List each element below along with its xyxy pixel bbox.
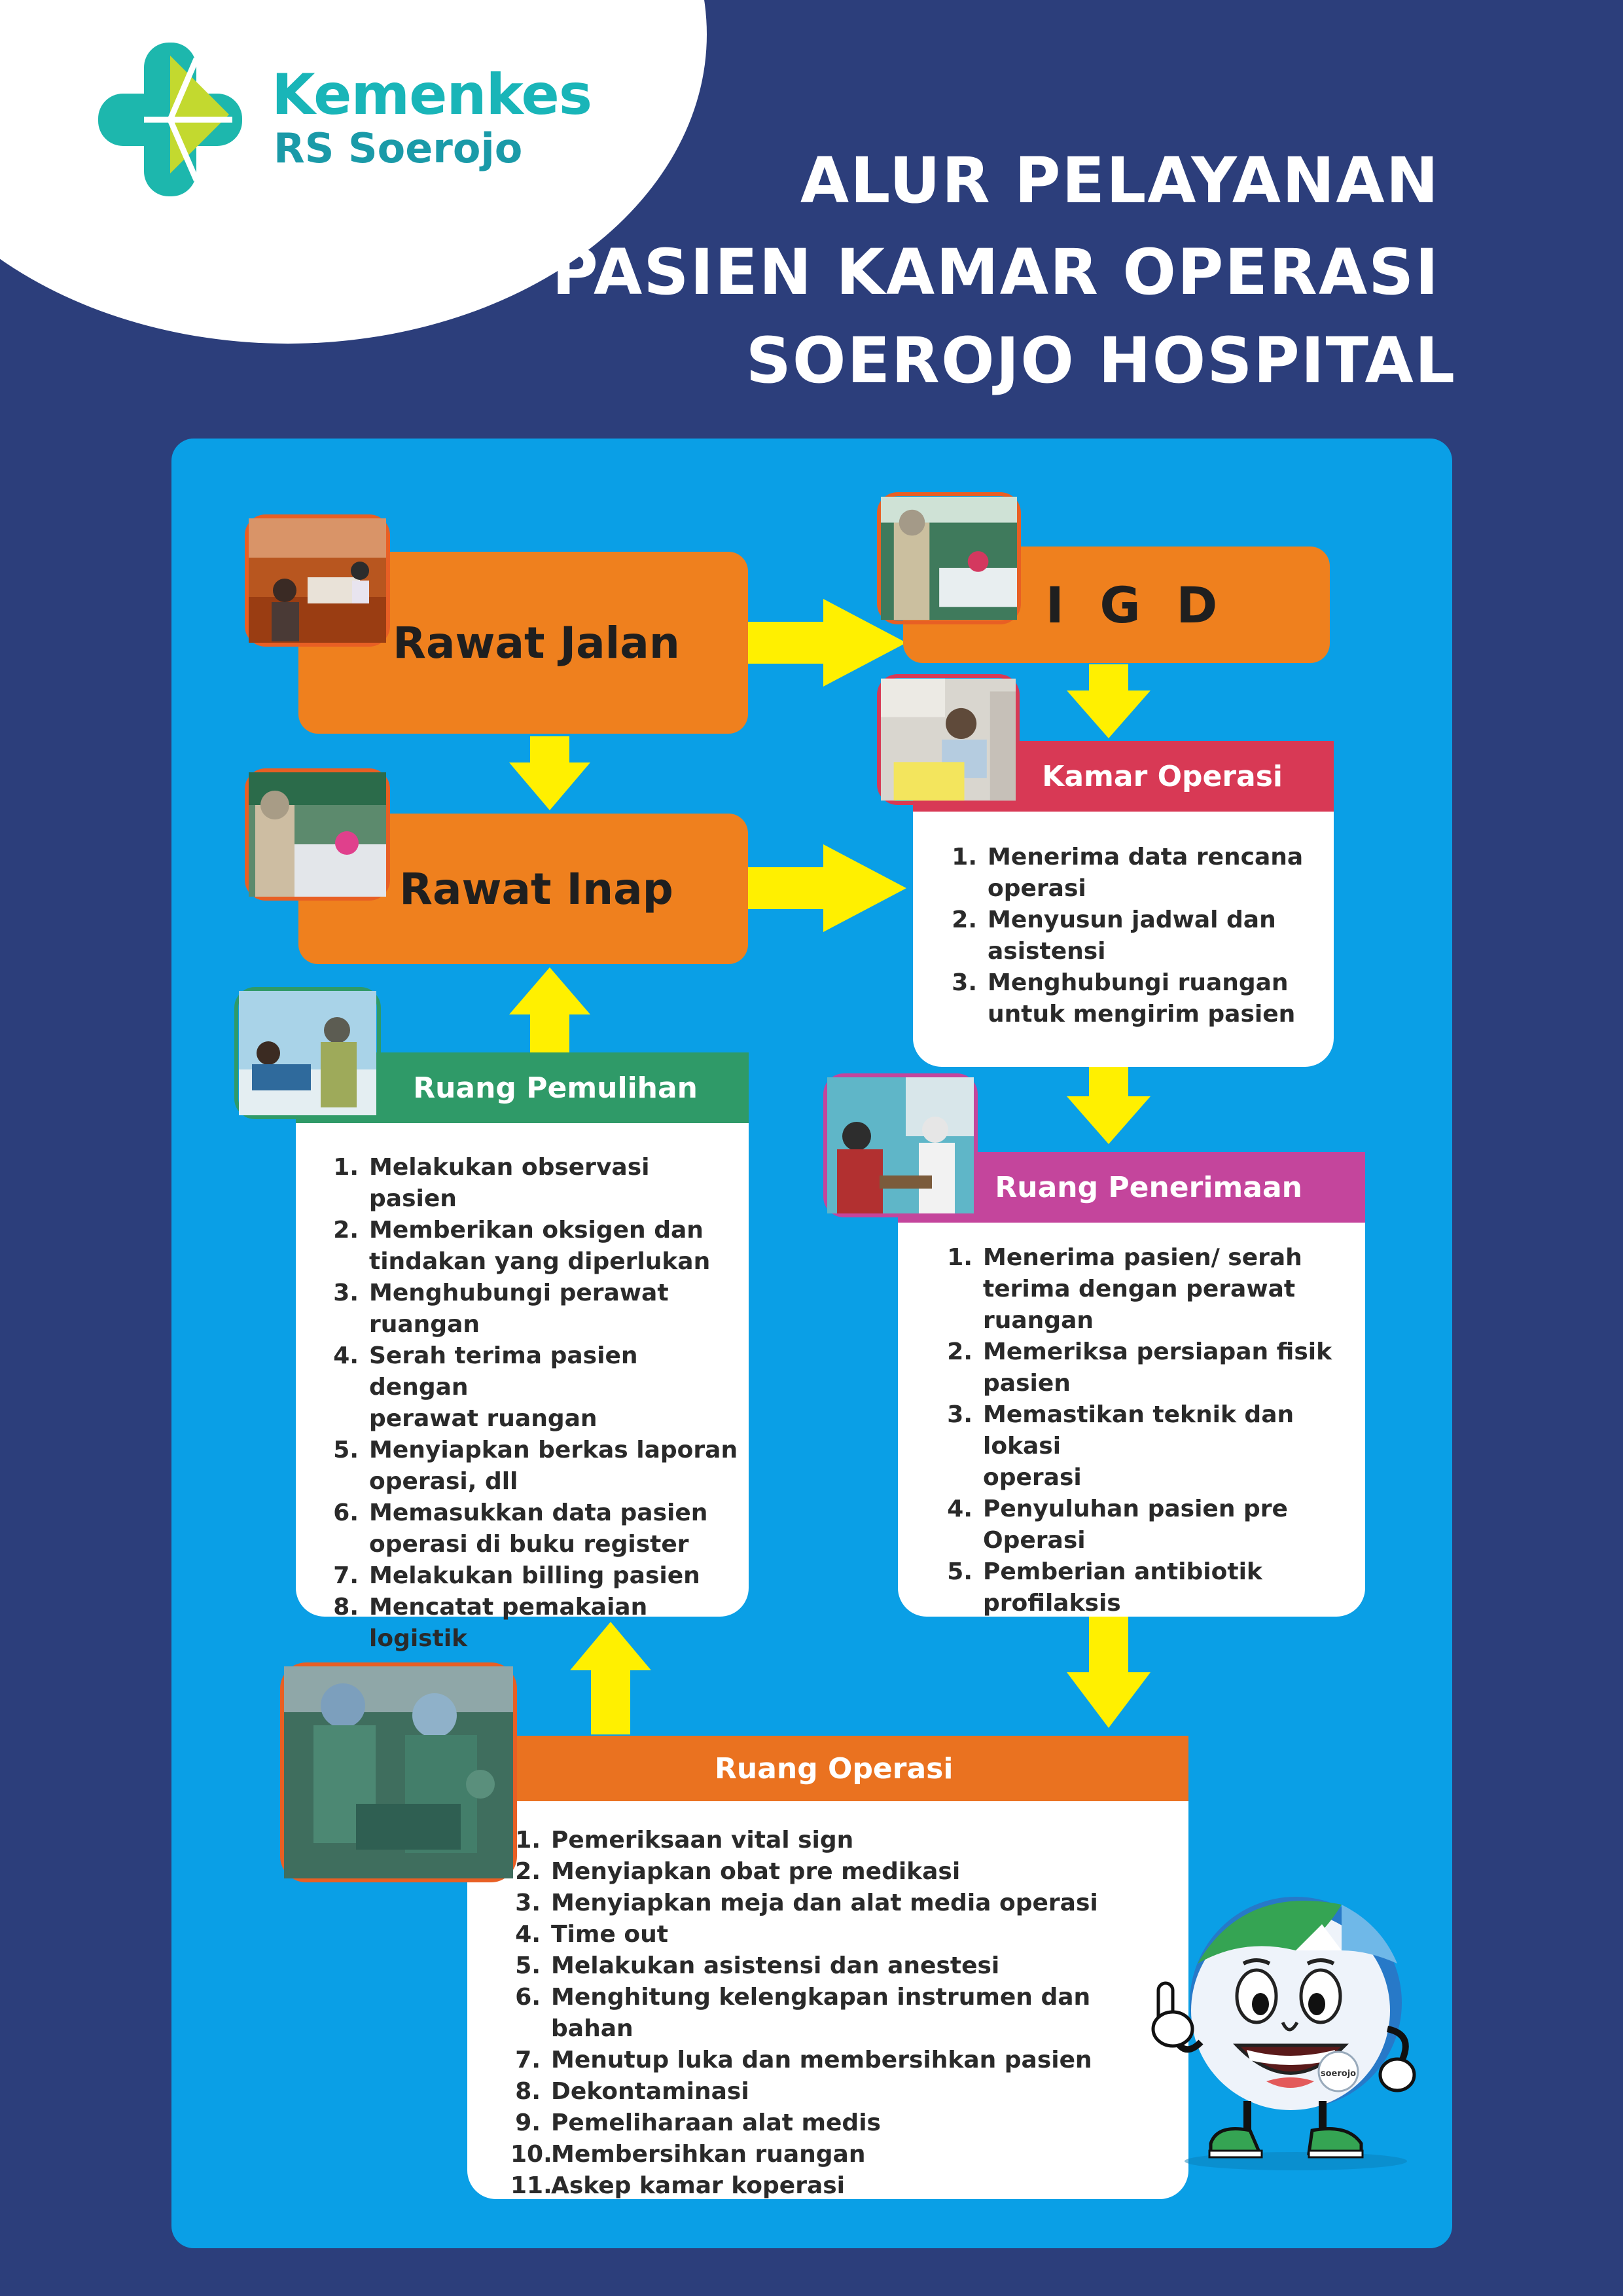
emergency-room-image-icon — [881, 496, 1017, 620]
list-item: 2. Menyusun jadwal dan asistensi — [952, 906, 1276, 965]
list-item: 9. Pemeliharaan alat medis — [515, 2109, 881, 2136]
ruang-penerimaan-photo — [823, 1073, 978, 1217]
outpatient-desk-image-icon — [249, 518, 386, 643]
list-item: 3. Menyiapkan meja dan alat media operasi — [515, 1890, 1098, 1916]
ruang-pemulihan-photo — [234, 987, 381, 1119]
node-ruang-pemulihan — [296, 1052, 749, 1652]
page-title-line-3: SOEROJO HOSPITAL — [745, 324, 1456, 397]
rawat-jalan-photo — [245, 514, 390, 647]
list-item: 2. Memeriksa persiapan fisik pasien — [947, 1338, 1332, 1397]
recovery-room-image-icon — [238, 991, 377, 1115]
list-item: 11. Askep kamar koperasi — [510, 2172, 846, 2199]
kamar-operasi-photo — [877, 674, 1020, 805]
list-item: 3. Menghubungi ruangan untuk mengirim pasien — [952, 969, 1296, 1028]
ruang-penerimaan-list — [942, 1242, 1355, 1619]
surgery-team-image-icon — [284, 1666, 513, 1878]
list-item: 1. Menerima data rencana operasi — [952, 844, 1304, 902]
ruang-pemulihan-title: Ruang Pemulihan — [413, 1071, 698, 1105]
list-item: 1. Menerima pasien/ serah terima dengan perawat ruangan — [947, 1244, 1302, 1334]
list-item: 5. Menyiapkan berkas laporan operasi, dll — [333, 1437, 738, 1495]
arrow-rawat-inap-to-kamar-operasi — [748, 844, 906, 932]
list-item: 4. Penyuluhan pasien pre Operasi — [947, 1496, 1288, 1554]
list-item: 4. Serah terima pasien dengan perawat ruangan — [333, 1342, 638, 1432]
list-item: 2. Menyiapkan obat pre medikasi — [515, 1858, 961, 1885]
node-ruang-operasi — [467, 1736, 1188, 2199]
kamar-operasi-list — [947, 842, 1320, 1030]
ruang-penerimaan-title: Ruang Penerimaan — [995, 1170, 1302, 1204]
list-item: 6. Menghitung kelengkapan instrumen dan bahan — [515, 1984, 1091, 2042]
brand-name: Kemenkes — [272, 62, 592, 128]
list-item: 3. Menghubungi perawat ruangan — [333, 1280, 669, 1338]
reception-room-image-icon — [827, 1077, 974, 1213]
arrow-igd-to-kamar-operasi — [1067, 664, 1150, 738]
list-item: 3. Memastikan teknik dan lokasi operasi — [947, 1401, 1294, 1491]
list-item: 2. Memberikan oksigen dan tindakan yang diperlukan — [333, 1217, 711, 1275]
arrow-rawat-jalan-to-rawat-inap — [509, 736, 590, 810]
list-item: 8. Dekontaminasi — [515, 2078, 749, 2105]
ruang-operasi-photo — [280, 1662, 517, 1882]
mascot-badge-text: soerojo — [1320, 2069, 1357, 2079]
arrow-kamar-operasi-to-ruang-penerimaan — [1067, 1066, 1150, 1144]
rawat-inap-photo — [245, 768, 390, 901]
arrow-ruang-pemulihan-to-rawat-inap — [509, 967, 590, 1055]
page-title-line-1: ALUR PELAYANAN — [800, 144, 1440, 217]
kamar-operasi-title: Kamar Operasi — [1042, 759, 1283, 793]
list-item: 1. Melakukan observasi pasien — [333, 1154, 650, 1212]
brand-subtitle: RS Soerojo — [274, 124, 523, 172]
igd-label: I G D — [1045, 575, 1227, 634]
ruang-operasi-list — [510, 1825, 1178, 2202]
list-item: 7. Menutup luka dan membersihkan pasien — [515, 2047, 1092, 2073]
page-title-line-2: PASIEN KAMAR OPERASI — [552, 236, 1440, 309]
list-item: 5. Melakukan asistensi dan anestesi — [515, 1952, 1000, 1979]
list-item: 5. Pemberian antibiotik profilaksis — [947, 1558, 1262, 1617]
rawat-inap-label: Rawat Inap — [399, 863, 673, 914]
ruang-pemulihan-list — [329, 1152, 741, 1655]
rawat-jalan-label: Rawat Jalan — [393, 617, 680, 668]
ruang-operasi-title: Ruang Operasi — [715, 1751, 954, 1785]
list-item: 7. Melakukan billing pasien — [333, 1562, 700, 1589]
operating-room-office-image-icon — [881, 678, 1016, 801]
ruang-operasi-header — [467, 1736, 1188, 1801]
list-item: 4. Time out — [515, 1921, 668, 1948]
list-item: 1. Pemeriksaan vital sign — [515, 1827, 854, 1854]
node-ruang-penerimaan — [898, 1152, 1365, 1617]
arrow-ruang-penerimaan-to-ruang-operasi — [1067, 1615, 1150, 1728]
mascot-icon — [1145, 1865, 1446, 2173]
igd-photo — [877, 492, 1021, 624]
list-item: 10. Membersihkan ruangan — [510, 2141, 866, 2168]
list-item: 8. Mencatat pemakaian logistik — [333, 1594, 648, 1652]
inpatient-ward-image-icon — [249, 772, 386, 897]
list-item: 6. Memasukkan data pasien operasi di buku register — [333, 1499, 708, 1558]
